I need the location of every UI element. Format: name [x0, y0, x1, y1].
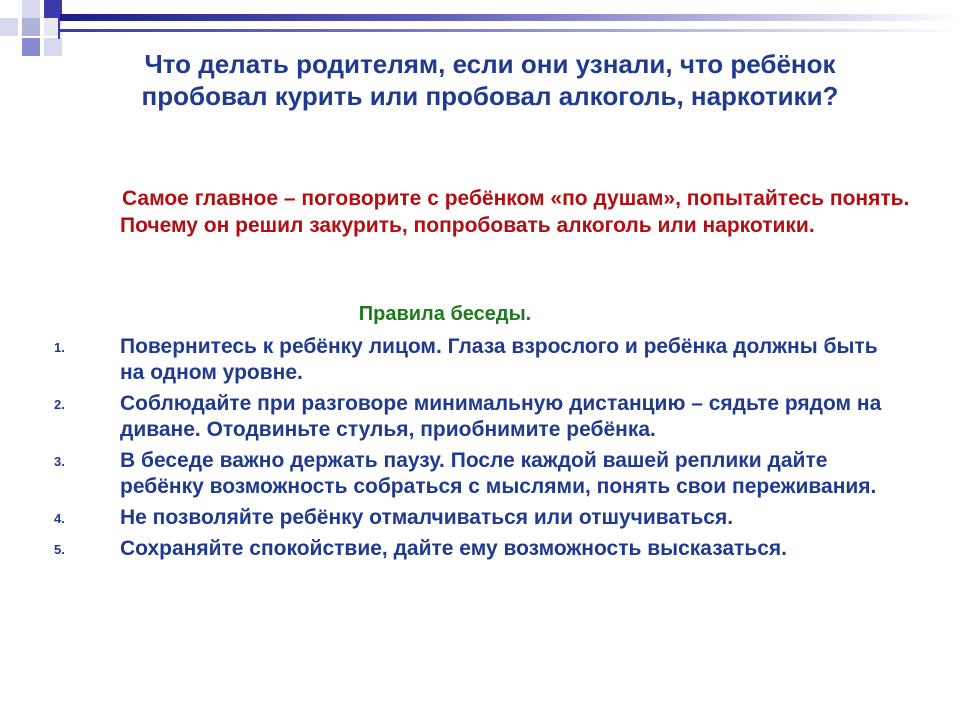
rule-text: Соблюдайте при разговоре минимальную дистанцию – сядьте рядом на диване. Отодвиньте стулья, приобнимите ребёнка.	[120, 392, 882, 441]
header-bar	[60, 14, 960, 21]
rule-text: Не позволяйте ребёнку отмалчиваться или отшучиваться.	[120, 506, 734, 529]
decor-square	[22, 38, 40, 56]
rules-list	[40, 334, 900, 567]
lead-paragraph: Самое главное – поговорите с ребёнком «по душам», попытайтесь понять. Почему он решил закурить, попробовать алкоголь или наркотики.	[120, 187, 910, 237]
rule-number: 4.	[54, 511, 65, 526]
rule-text: Повернитесь к ребёнку лицом. Глаза взрослого и ребёнка должны быть на одном уровне.	[120, 335, 878, 384]
rule-item	[40, 334, 900, 386]
header-vertical-rule	[58, 14, 60, 39]
rule-item	[40, 448, 900, 500]
rule-number: 2.	[54, 397, 65, 412]
rule-number: 5.	[54, 542, 65, 557]
rule-text: В беседе важно держать паузу. После каждой вашей реплики дайте ребёнку возможность собраться с мыслями, понять свои переживания.	[120, 449, 877, 498]
rule-item	[40, 391, 900, 443]
decor-square	[44, 38, 62, 56]
decor-square	[22, 0, 40, 18]
rule-item	[40, 536, 900, 562]
decor-square	[22, 18, 40, 36]
rule-number: 3.	[54, 454, 65, 469]
slide-title: Что делать родителям, если они узнали, что ребёнок пробовал курить или пробовал алкоголь, наркотики?	[141, 49, 839, 111]
decor-square	[0, 18, 18, 36]
header-rule	[60, 29, 960, 32]
rule-number: 1.	[54, 340, 65, 355]
rule-text: Сохраняйте спокойствие, дайте ему возможность высказаться.	[120, 537, 787, 560]
rules-heading: Правила беседы.	[358, 303, 532, 325]
rule-item	[40, 505, 900, 531]
